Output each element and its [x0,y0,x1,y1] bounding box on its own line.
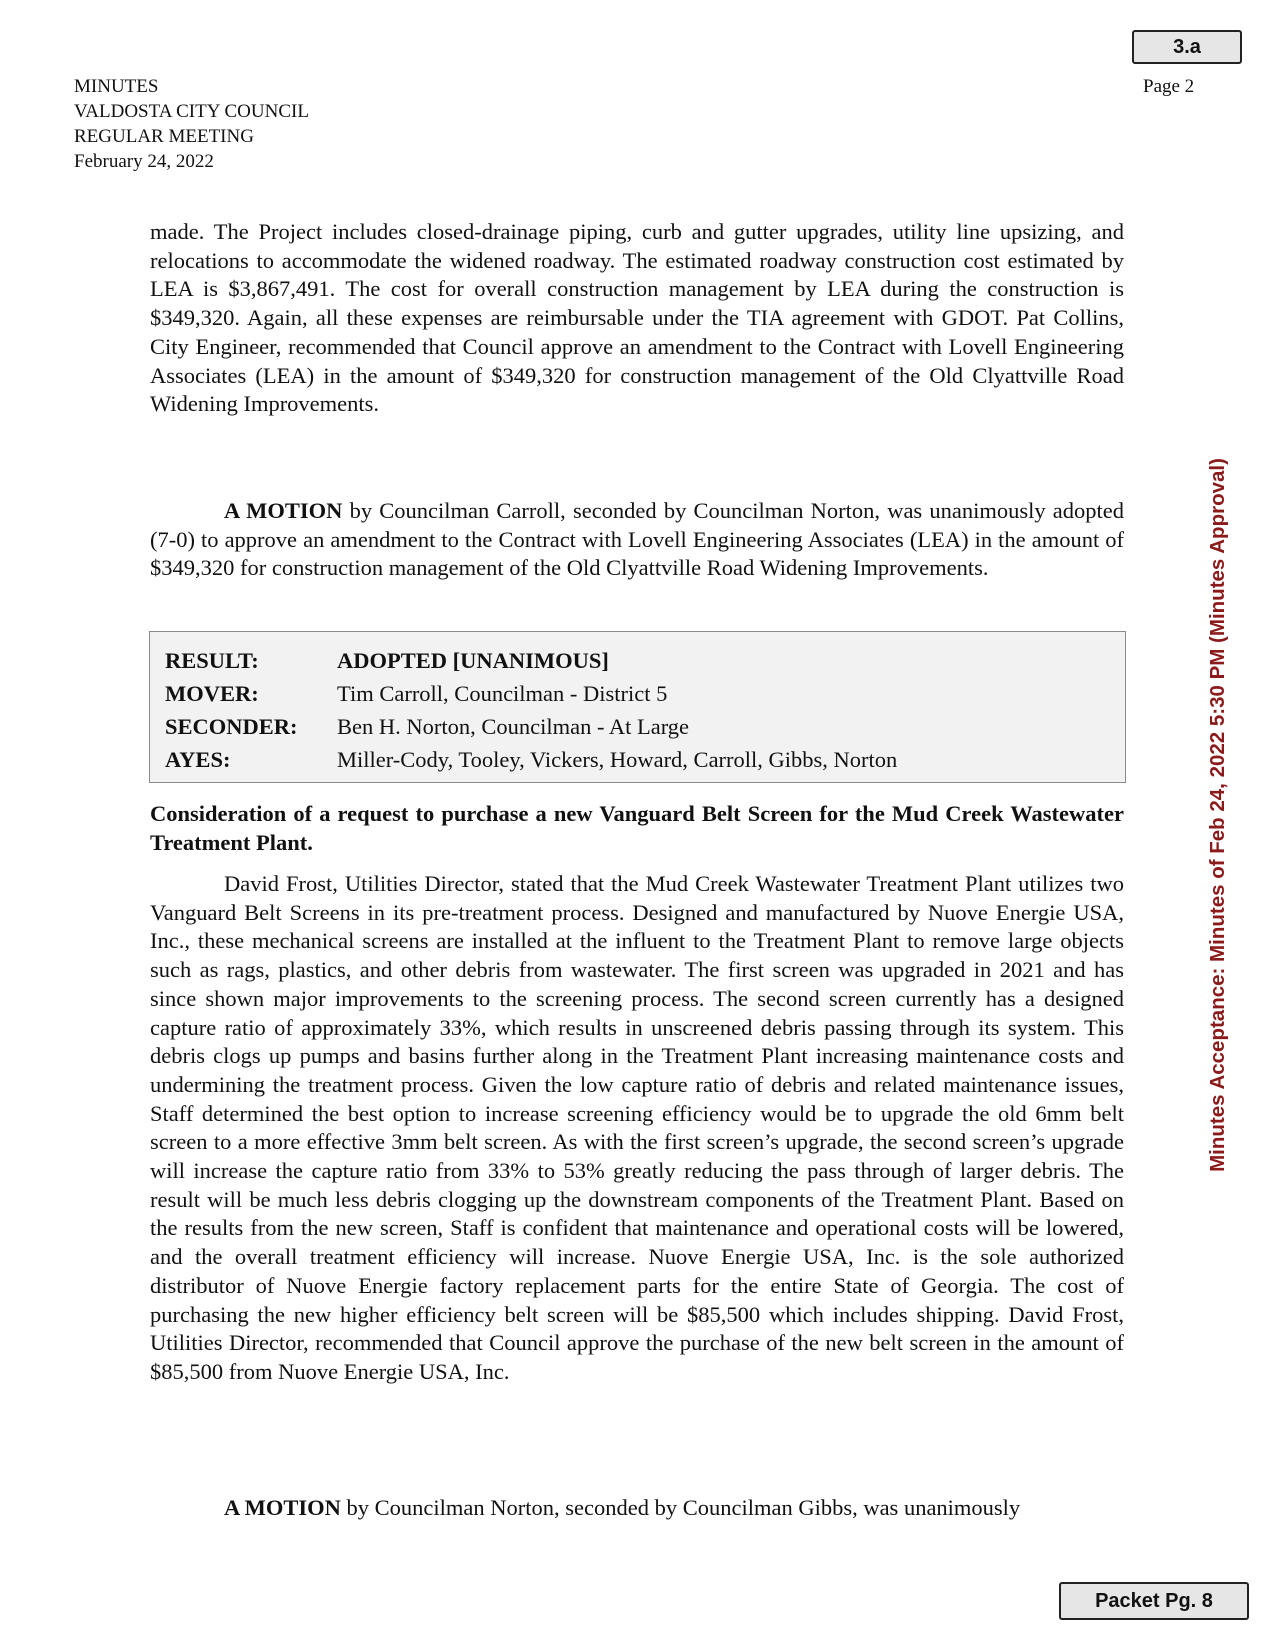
paragraph-continued: made. The Project includes closed-drainage piping, curb and gutter upgrades, utility line upsizing, and relocations to accommodate the widened roadway. The estimated roadway construction cost estimated by LEA is $3,867,491. The cost for overall construction management by LEA during the construction is $349,320. Again, all these expenses are reimbursable under the TIA agreement with GDOT. Pat Collins, City Engineer, recommended that Council approve an amendment to the Contract with Lovell Engineering Associates (LEA) in the amount of $349,320 for construction management of the Old Clyattville Road Widening Improvements. [150,219,1124,417]
header-council: VALDOSTA CITY COUNCIL [74,101,309,122]
motion-paragraph-2 [150,1494,1124,1523]
section-heading: Consideration of a request to purchase a new Vanguard Belt Screen for the Mud Creek Wastewater Treatment Plant. [150,801,1124,855]
vote-result-box [149,631,1126,783]
mover-row [165,677,1125,710]
ayes-value: Miller-Cody, Tooley, Vickers, Howard, Carroll, Gibbs, Norton [337,747,898,772]
result-value: ADOPTED [UNANIMOUS] [337,648,609,673]
mover-value: Tim Carroll, Councilman - District 5 [337,681,668,706]
seconder-value: Ben H. Norton, Councilman - At Large [337,714,690,739]
motion-paragraph-1 [150,497,1124,583]
agenda-item-tag: 3.a [1132,30,1242,64]
seconder-row [165,710,1125,743]
header-minutes: MINUTES [74,76,159,97]
motion-text: by Councilman Carroll, seconded by Councilman Norton, was unanimously adopted (7-0) to approve an amendment to the Contract with Lovell Engineering Associates (LEA) in the amount of $349,320 for construction management of the Old Clyattville Road Widening Improvements. [150,498,1124,581]
ayes-row [165,743,1125,776]
minutes-acceptance-stamp: Minutes Acceptance: Minutes of Feb 24, 2022 5:30 PM (Minutes Approval) [1206,458,1229,1172]
header-date: February 24, 2022 [74,151,214,172]
seconder-label: SECONDER: [165,714,298,739]
motion-lead: A MOTION [224,1495,341,1520]
paragraph-belt-screen: David Frost, Utilities Director, stated that the Mud Creek Wastewater Treatment Plant utilizes two Vanguard Belt Screens in its pre-treatment process. Designed and manufactured by Nuove Energie USA, Inc., these mechanical screens are installed at the influent to the Treatment Plant to remove large objects such as rags, plastics, and other debris from wastewater. The first screen was upgraded in 2021 and has since shown major improvements to the screening process. The second screen currently has a designed capture ratio of approximately 33%, which results in unscreened debris passing through its system. This debris clogs up pumps and basins further along in the Treatment Plant increasing maintenance costs and undermining the treatment process. Given the low capture ratio of debris and related maintenance issues, Staff determined the best option to increase screening efficiency would be to upgrade the old 6mm belt screen to a more effective 3mm belt screen. As with the first screen’s upgrade, the second screen’s upgrade will increase the capture ratio from 33% to 53% greatly reducing the pass through of larger debris. The result will be much less debris clogging up the downstream components of the Treatment Plant. Based on the results from the new screen, Staff is confident that maintenance and operational costs will be lowered, and the overall treatment efficiency will increase. Nuove Energie USA, Inc. is the sole authorized distributor of Nuove Energie factory replacement parts for the entire State of Georgia. The cost of purchasing the new higher efficiency belt screen will be $85,500 which includes shipping. David Frost, Utilities Director, recommended that Council approve the purchase of the new belt screen in the amount of $85,500 from Nuove Energie USA, Inc. [150,871,1124,1384]
ayes-label: AYES: [165,747,231,772]
page-number: Page 2 [1143,76,1195,97]
motion-lead: A MOTION [224,498,343,523]
header-meeting-type: REGULAR MEETING [74,126,254,147]
result-row [165,644,1125,677]
result-label: RESULT: [165,648,259,673]
packet-page-tag: Packet Pg. 8 [1059,1582,1249,1620]
document-header [74,74,309,174]
motion-text: by Councilman Norton, seconded by Councilman Gibbs, was unanimously [340,1495,1021,1520]
mover-label: MOVER: [165,681,259,706]
